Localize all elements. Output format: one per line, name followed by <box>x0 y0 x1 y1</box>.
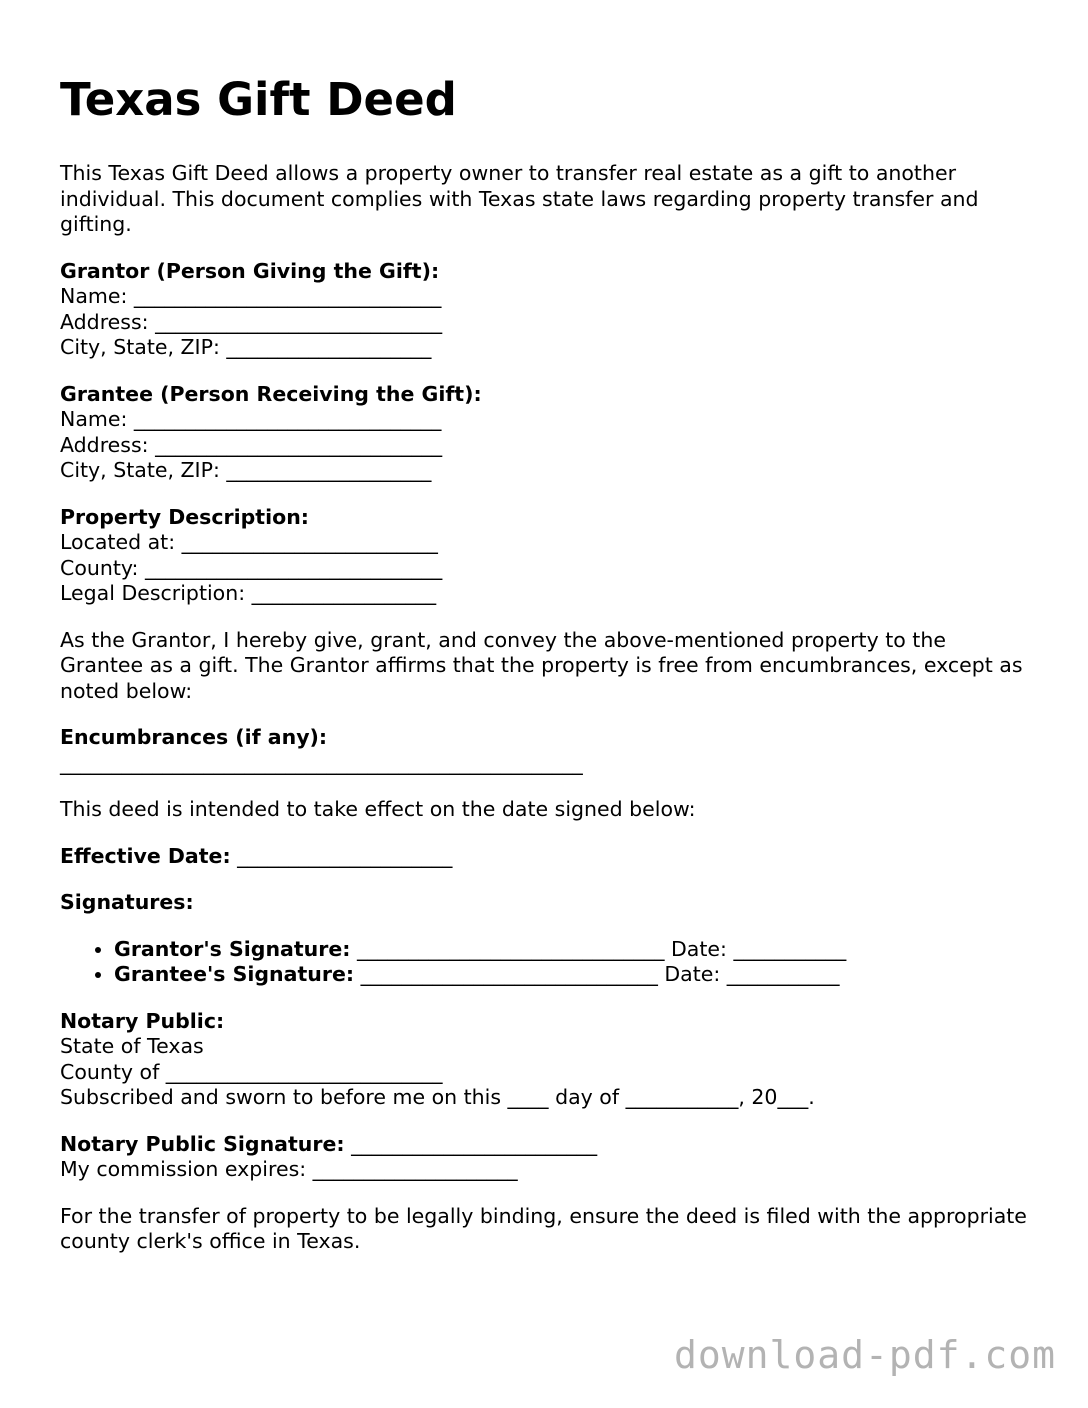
grantor-address-field: Address: ____________________________ <box>60 309 443 334</box>
grantor-signature-label: Grantor's Signature: <box>114 936 351 961</box>
signatures-list <box>60 937 1028 988</box>
intro-paragraph: This Texas Gift Deed allows a property owner to transfer real estate as a gift to another individual. This document complies with Texas state laws regarding property transfer and gifting. <box>60 161 979 236</box>
notary-signature-field <box>60 1132 1028 1158</box>
grantee-name-field: Name: ______________________________ <box>60 407 442 431</box>
encumbrances-line: ___________________________________________________ <box>60 750 583 775</box>
watermark: download-pdf.com <box>673 1333 1056 1377</box>
document-page <box>60 72 1028 1276</box>
property-heading: Property Description: <box>60 504 309 529</box>
property-county-field: County: _____________________________ <box>60 555 443 580</box>
grantee-heading: Grantee (Person Receiving the Gift): <box>60 381 482 406</box>
closing-paragraph: For the transfer of property to be legally binding, ensure the deed is filed with the appropriate county clerk's office in Texas. <box>60 1203 1027 1253</box>
notary-heading: Notary Public: <box>60 1008 225 1033</box>
property-located-field: Located at: _________________________ <box>60 530 438 554</box>
encumbrances-section <box>60 725 1028 776</box>
notary-section <box>60 1009 1028 1111</box>
grantor-heading: Grantor (Person Giving the Gift): <box>60 258 440 283</box>
notary-subscribed-line: Subscribed and sworn to before me on this ____ day of ___________, 20___. <box>60 1085 815 1109</box>
effective-date-field <box>60 844 1028 870</box>
grantee-signature-label: Grantee's Signature: <box>114 962 355 986</box>
notary-signature-label: Notary Public Signature: <box>60 1131 345 1156</box>
notary-signature-section <box>60 1132 1028 1183</box>
conveyance-paragraph: As the Grantor, I hereby give, grant, and convey the above-mentioned property to the Grantee as a gift. The Grantor affirms that the property is free from encumbrances, except as noted below: <box>60 627 1023 703</box>
property-section <box>60 505 1028 607</box>
grantee-address-field: Address: ____________________________ <box>60 432 443 457</box>
grantor-name-field: Name: ______________________________ <box>60 284 442 308</box>
grantor-section <box>60 259 1028 361</box>
grantor-signature-line: ______________________________ Date: ___________ <box>350 936 847 961</box>
signatures-heading: Signatures: <box>60 890 194 914</box>
grantee-signature-line: _____________________________ Date: ___________ <box>354 962 840 986</box>
encumbrances-heading: Encumbrances (if any): <box>60 725 328 749</box>
notary-signature-line: ________________________ <box>344 1131 598 1156</box>
notary-county-field: County of ___________________________ <box>60 1059 443 1084</box>
grantee-section <box>60 382 1028 484</box>
page-title: Texas Gift Deed <box>60 73 457 126</box>
effect-paragraph: This deed is intended to take effect on the date signed below: <box>60 797 696 821</box>
notary-state: State of Texas <box>60 1034 204 1058</box>
grantor-city-field: City, State, ZIP: ____________________ <box>60 335 432 359</box>
grantee-city-field: City, State, ZIP: ____________________ <box>60 458 432 482</box>
effective-date-label: Effective Date: <box>60 843 231 868</box>
effective-date-line: _____________________ <box>230 843 453 868</box>
property-legal-field: Legal Description: __________________ <box>60 581 437 605</box>
list-item <box>114 962 1028 988</box>
list-item <box>114 937 1028 963</box>
commission-expires-field: My commission expires: ____________________ <box>60 1157 518 1181</box>
